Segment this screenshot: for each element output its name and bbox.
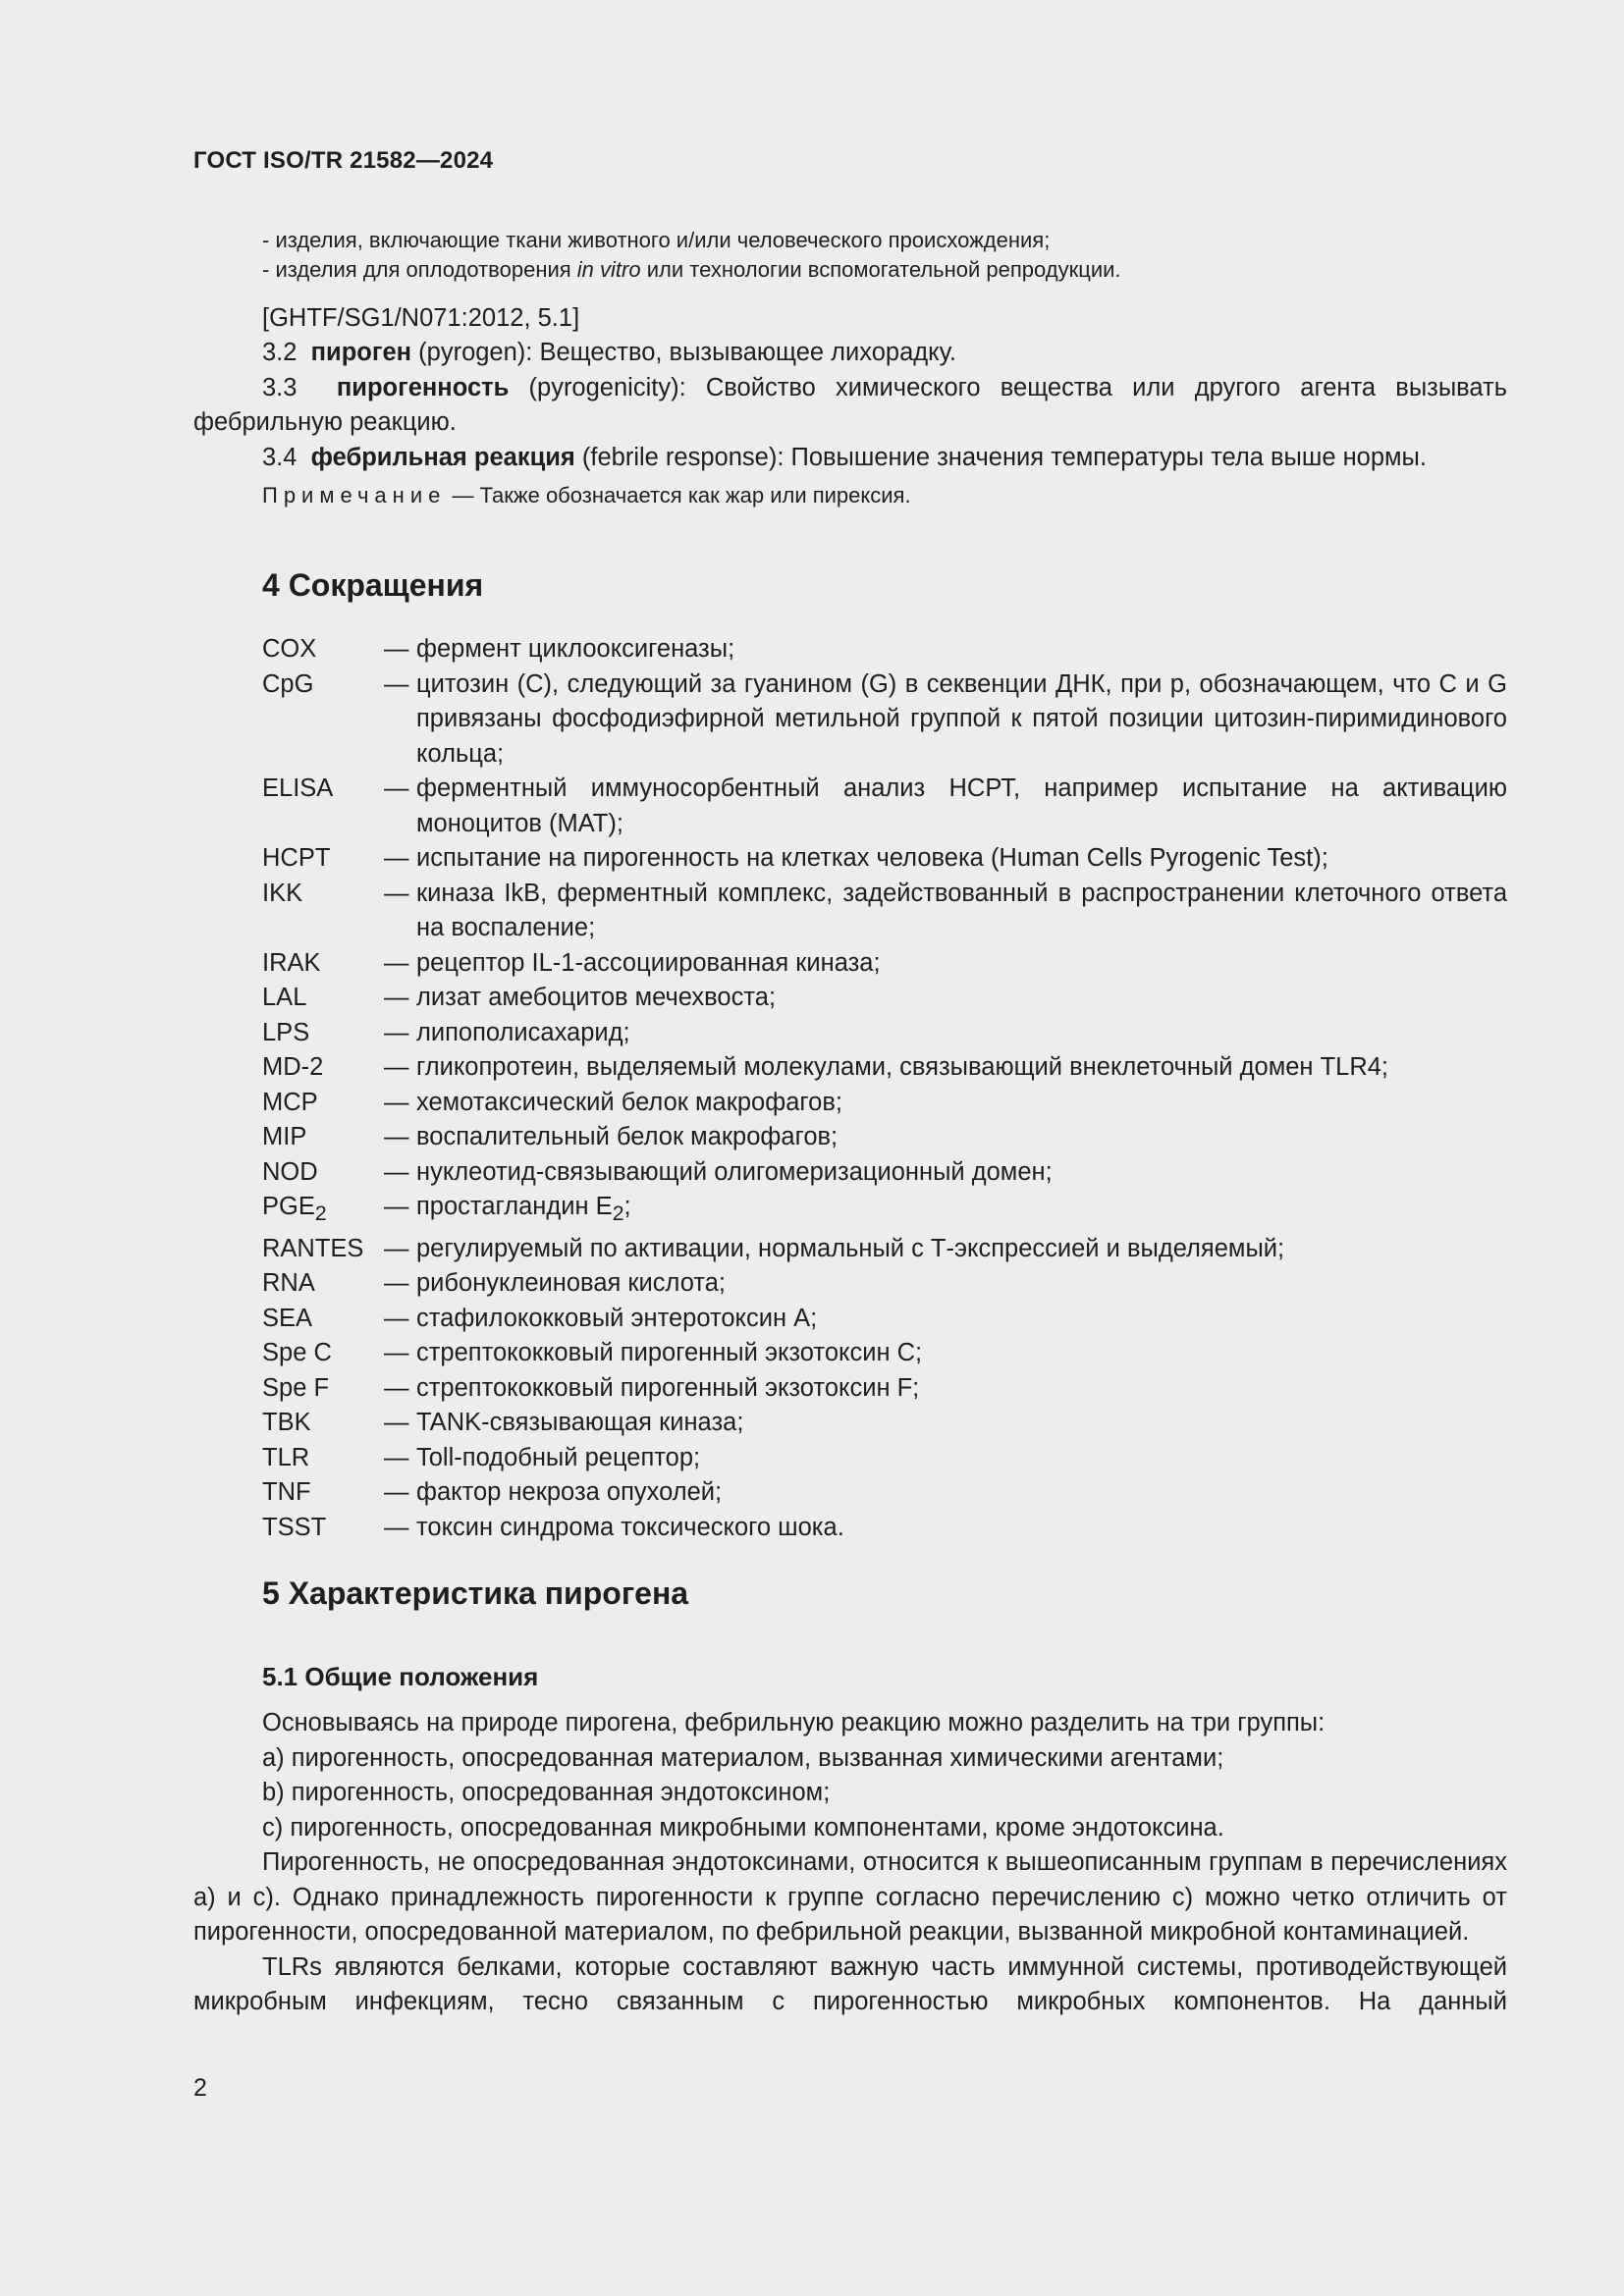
abbreviation-code: CpG — [262, 669, 314, 698]
abbreviation-description: — стрептококковый пирогенный экзотоксин F; — [384, 1373, 920, 1402]
section-heading: 4 Сокращения — [262, 567, 484, 603]
abbreviation-row — [262, 772, 1507, 841]
abbreviation-description: — испытание на пирогенность на клетках человека (Human Cells Pyrogenic Test); — [384, 844, 1328, 872]
abbreviation-code: SEA — [262, 1304, 313, 1332]
abbreviation-row — [262, 1086, 1507, 1121]
abbreviation-code: IKK — [262, 879, 303, 907]
abbreviation-row — [262, 1475, 1507, 1511]
abbreviation-code: Spe F — [262, 1373, 330, 1402]
abbreviation-code: NOD — [262, 1157, 318, 1186]
abbreviation-description: — TANK-связывающая киназа; — [384, 1409, 744, 1437]
list-item: b) пирогенность, опосредованная эндотоксином; — [262, 1779, 831, 1806]
abbreviation-description: — рибонуклеиновая кислота; — [384, 1269, 726, 1298]
abbreviation-description: — регулируемый по активации, нормальный с Т-экспрессией и выделяемый; — [384, 1234, 1285, 1262]
abbreviation-row — [262, 1050, 1507, 1086]
list-item: a) пирогенность, опосредованная материалом, вызванная химическими агентами; — [262, 1743, 1224, 1772]
list-item: c) пирогенность, опосредованная микробными компонентами, кроме эндотоксина. — [262, 1813, 1224, 1842]
subsection-heading: 5.1 Общие положения — [262, 1662, 539, 1691]
abbreviation-row — [262, 1371, 1507, 1407]
abbreviation-code: TLR — [262, 1443, 310, 1471]
note — [193, 481, 1507, 510]
note-text: — Также обозначается как жар или пирексия. — [446, 483, 911, 507]
abbreviation-row — [262, 1266, 1507, 1302]
abbreviation-description: — простагландин $E_2$; — [384, 1193, 631, 1226]
page-number: 2 — [193, 2074, 207, 2102]
abbreviation-code: IRAK — [262, 948, 321, 977]
paragraph: Пирогенность, не опосредованная эндотоксинами, относится к вышеописанным группам в перечислениях а) и с). Однако принадлежность пирогенности к группе согласно перечислению с) можно четко отличить от пирогенности, опосредованной материалом, по фебрильной реакции, вызванной микробной контаминацией. — [193, 1848, 1507, 1946]
abbreviation-description: — фермент циклооксигеназы; — [384, 635, 735, 663]
abbreviation-code: HCPT — [262, 844, 331, 872]
abbreviation-row — [262, 877, 1507, 946]
abbreviation-description: — ферментный иммуносорбентный анализ НСРТ, например испытание на активацию моноцитов (МАТ); — [384, 774, 1507, 837]
abbreviation-description: — цитозин (С), следующий за гуанином (G) в секвенции ДНК, при р, обозначающем, что С и G привязаны фосфодиэфирной метильной группой к пятой позиции цитозин-пиримидинового кольца; — [384, 669, 1507, 768]
abbreviation-code: MD-2 — [262, 1053, 324, 1081]
abbreviation-description: — воспалительный белок макрофагов; — [384, 1123, 839, 1150]
abbreviation-description: — нуклеотид-связывающий олигомеризационный домен; — [384, 1157, 1053, 1186]
abbreviation-description: — киназа IkB, ферментный комплекс, задействованный в распространении клеточного ответа на воспаление; — [384, 879, 1507, 941]
abbreviation-row — [262, 1016, 1507, 1051]
term-entry: 3.4 фебрильная реакция (febrile response): Повышение значения температуры тела выше нормы. — [262, 443, 1427, 471]
abbreviation-code: TBK — [262, 1409, 311, 1437]
abbreviation-code: COX — [262, 635, 317, 663]
section-heading: 5 Характеристика пирогена — [262, 1575, 689, 1611]
abbreviation-row — [262, 632, 1507, 667]
paragraph: Основываясь на природе пирогена, фебрильную реакцию можно разделить на три группы: — [262, 1709, 1326, 1736]
abbreviation-code: $PGE_2$ — [262, 1193, 327, 1226]
terms-block — [193, 336, 1507, 475]
abbreviation-description: — лизат амебоцитов мечехвоста; — [384, 984, 777, 1011]
intro-item: - изделия, включающие ткани животного и/или человеческого происхождения; — [262, 228, 1051, 252]
note-label: Примечание — [262, 483, 447, 507]
abbreviation-code: TNF — [262, 1478, 311, 1507]
abbreviation-code: LAL — [262, 984, 307, 1011]
abbreviation-description: — токсин синдрома токсического шока. — [384, 1513, 844, 1541]
abbreviation-row — [262, 1441, 1507, 1476]
abbreviation-row — [262, 667, 1507, 773]
term-entry: 3.2 пироген (pyrogen): Вещество, вызывающее лихорадку. — [262, 339, 956, 366]
abbreviation-row — [262, 981, 1507, 1016]
abbreviation-row — [262, 1336, 1507, 1371]
paragraph: TLRs являются белками, которые составляют важную часть иммунной системы, противодействующей микробным инфекциям, тесно связанным с пирогенностью микробных компонентов. На данный — [193, 1952, 1507, 2015]
abbreviation-row — [262, 1120, 1507, 1155]
abbreviation-list — [262, 632, 1507, 1545]
abbreviation-row — [262, 1406, 1507, 1441]
abbreviation-row — [262, 1155, 1507, 1191]
abbreviation-row — [262, 1302, 1507, 1337]
abbreviation-description: — стафилококковый энтеротоксин А; — [384, 1304, 818, 1332]
abbreviation-description: — Toll-подобный рецептор; — [384, 1443, 701, 1471]
term-entry: 3.3 пирогенность (pyrogenicity): Свойство химического вещества или другого агента вызывать фебрильную реакцию. — [193, 373, 1508, 436]
abbreviation-code: RNA — [262, 1269, 315, 1298]
abbreviation-description: — стрептококковый пирогенный экзотоксин С; — [384, 1339, 923, 1367]
abbreviation-code: RANTES — [262, 1234, 364, 1262]
abbreviation-description: — гликопротеин, выделяемый молекулами, связывающий внеклеточный домен TLR4; — [384, 1053, 1389, 1081]
reference-line: [GHTF/SG1/N071:2012, 5.1] — [262, 304, 580, 332]
abbreviation-row — [262, 841, 1507, 877]
document-header: ГОСТ ISO/TR 21582—2024 — [193, 147, 494, 174]
abbreviation-row — [262, 1190, 1507, 1232]
abbreviation-description: — липополисахарид; — [384, 1018, 630, 1046]
abbreviation-description: — фактор некроза опухолей; — [384, 1478, 723, 1507]
abbreviation-code: LPS — [262, 1018, 310, 1046]
abbreviation-description: — рецептор IL-1-ассоциированная киназа; — [384, 948, 881, 977]
abbreviation-row — [262, 1511, 1507, 1546]
intro-list — [193, 226, 1507, 285]
abbreviation-code: MCP — [262, 1088, 318, 1116]
intro-item: - изделия для оплодотворения in vitro или технологии вспомогательной репродукции. — [262, 257, 1121, 282]
abbreviation-row — [262, 1232, 1507, 1267]
abbreviation-code: MIP — [262, 1123, 307, 1150]
abbreviation-description: — хемотаксический белок макрофагов; — [384, 1088, 842, 1116]
abbreviation-code: TSST — [262, 1513, 327, 1541]
section-body — [193, 1706, 1507, 2020]
abbreviation-code: Spe C — [262, 1339, 332, 1367]
abbreviation-row — [262, 946, 1507, 982]
abbreviation-code: ELISA — [262, 774, 334, 802]
